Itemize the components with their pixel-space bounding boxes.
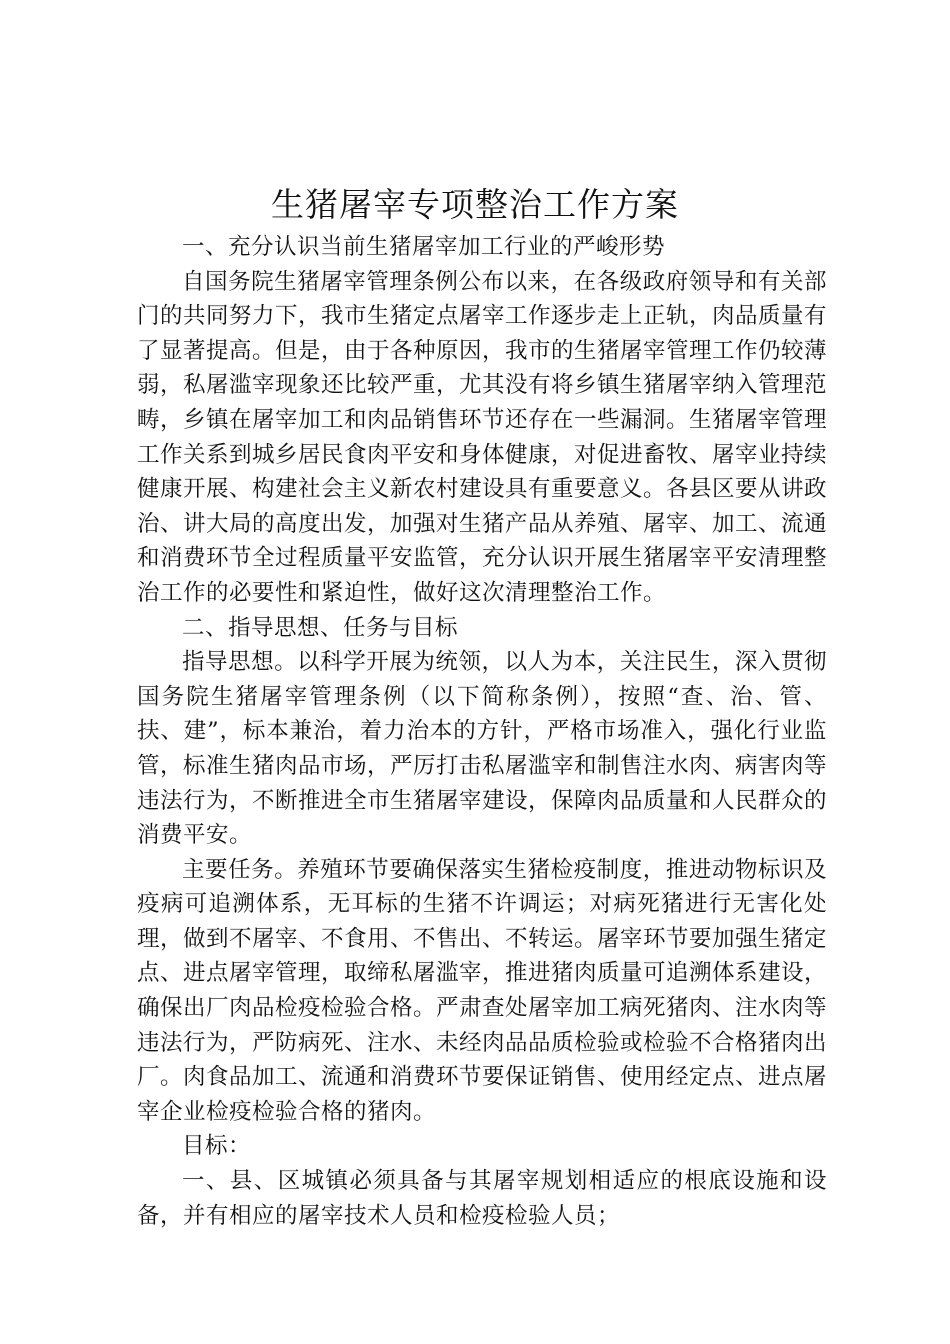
heading-guidance: 二、指导思想、任务与目标 xyxy=(182,614,459,641)
paragraph-guiding-thought: 指导思想。以科学开展为统领，以人为本，关注民生，深入贯彻国务院生猪屠宰管理条例（以下简称条例），按照“查、治、管、扶、建”，标本兼治，着力治本的方针，严格市场准入，强化行业监管，标准生猪肉品市场，严厉打击私屠滥宰和制售注水肉、病害肉等违法行为，不断推进全市生猪屠宰建设，保障肉品质量和人民群众的消费平安。 xyxy=(137,649,828,849)
document-body xyxy=(137,230,827,1233)
paragraph-goal-1: 一、县、区城镇必须具备与其屠宰规划相适应的根底设施和设备，并有相应的屠宰技术人员和检疫检验人员； xyxy=(137,1168,827,1229)
heading-situation: 一、充分认识当前生猪屠宰加工行业的严峻形势 xyxy=(182,234,666,260)
paragraph-main-tasks: 主要任务。养殖环节要确保落实生猪检疫制度，推进动物标识及疫病可追溯体系，无耳标的生猪不许调运；对病死猪进行无害化处理，做到不屠宰、不食用、不售出、不转运。屠宰环节要加强生猪定点、进点屠宰管理，取缔私屠滥宰，推进猪肉质量可追溯体系建设，确保出厂肉品检疫检验合格。严肃查处屠宰加工病死猪肉、注水肉等违法行为，严防病死、注水、未经肉品品质检验或检验不合格猪肉出厂。肉食品加工、流通和消费环节要保证销售、使用经定点、进点屠宰企业检疫检验合格的猪肉。 xyxy=(137,856,828,1125)
document-title: 生猪屠宰专项整治工作方案 xyxy=(271,185,679,224)
label-goals: 目标： xyxy=(182,1133,252,1160)
paragraph-situation: 自国务院生猪屠宰管理条例公布以来，在各级政府领导和有关部门的共同努力下，我市生猪定点屠宰工作逐步走上正轨，肉品质量有了显著提高。但是，由于各种原因，我市的生猪屠宰管理工作仍较薄弱，私屠滥宰现象还比较严重，尤其没有将乡镇生猪屠宰纳入管理范畴，乡镇在屠宰加工和肉品销售环节还存在一些漏洞。生猪屠宰管理工作关系到城乡居民食肉平安和身体健康，对促进畜牧、屠宰业持续健康开展、构建社会主义新农村建设具有重要意义。各县区要从讲政治、讲大局的高度出发，加强对生猪产品从养殖、屠宰、加工、流通和消费环节全过程质量平安监管，充分认识开展生猪屠宰平安清理整治工作的必要性和紧迫性，做好这次清理整治工作。 xyxy=(137,268,828,606)
